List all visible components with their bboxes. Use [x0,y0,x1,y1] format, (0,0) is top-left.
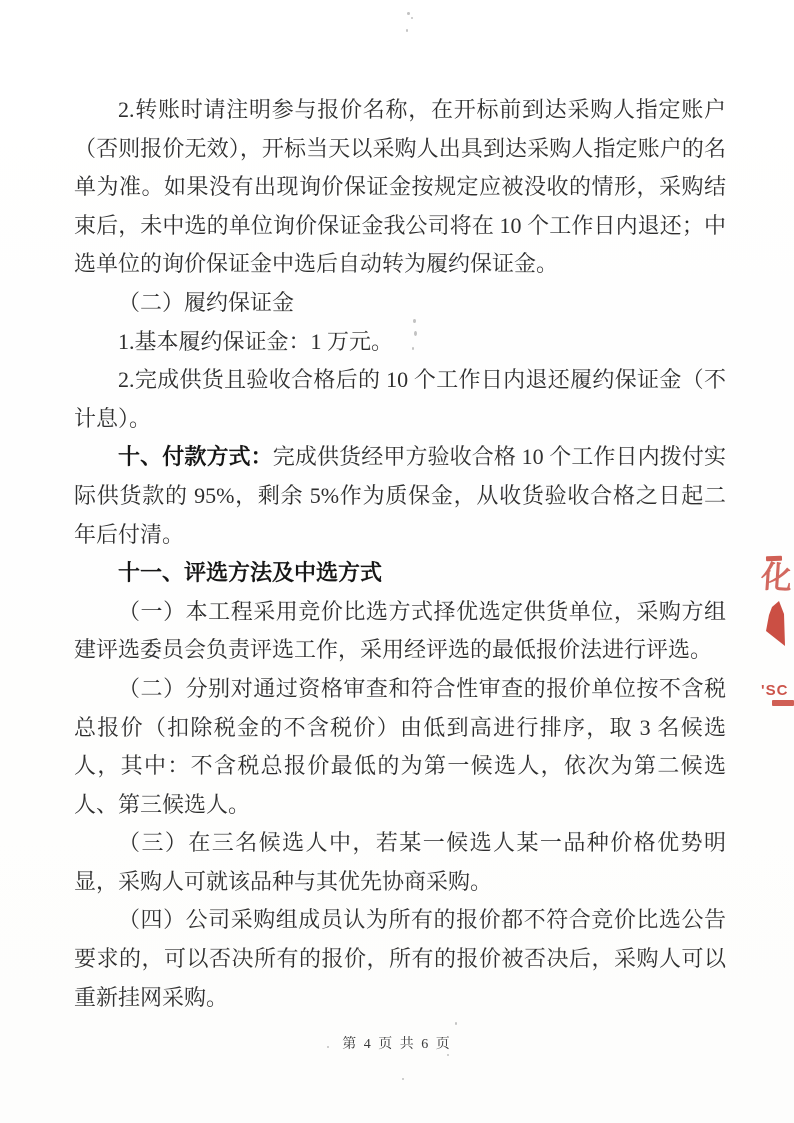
paragraph-basic-bond: 1.基本履约保证金：1 万元。 [118,328,394,354]
document-body [74,91,726,1017]
noise-speck [402,1078,404,1080]
paragraph-evaluation-method-4: （四）公司采购组成员认为所有的报价都不符合竞价比选公告要求的，可以否决所有的报价，所有的报价被否决后，采购人可以重新挂网采购。 [74,907,726,1010]
noise-speck [411,17,413,19]
payment-method-text: 完成供货经甲方验收合格 10 个工作日内拨付实际供货款的 95%，剩余 5%作为质保金，从收货验收合格之日起二年后付清。 [74,444,726,547]
noise-speck [414,331,417,336]
page-number: 第 4 页 共 6 页 [342,1037,452,1052]
paragraph-transfer-instructions: 2.转账时请注明参与报价名称，在开标前到达采购人指定账户（否则报价无效），开标当天以采购人出具到达采购人指定账户的名单为准。如果没有出现询价保证金按规定应被没收的情形，采购结束后，未中选的单位询价保证金我公司将在 10 个工作日内退还；中选单位的询价保证金中选后自动转为履约保证金。 [74,97,726,277]
paragraph-payment-terms [74,438,726,554]
stamp-letters-icon: 'SC [761,682,789,699]
paragraph-evaluation-method-3: （三）在三名候选人中，若某一候选人某一品种价格优势明显，采购人可就该品种与其优先协商采购。 [74,830,726,894]
stamp-bar-icon [772,700,794,706]
paragraph-evaluation-method-1: （一）本工程采用竞价比选方式择优选定供货单位，采购方组建评选委员会负责评选工作，采用经评选的最低报价法进行评选。 [74,598,726,663]
noise-speck [407,12,410,15]
noise-speck [447,1054,449,1056]
section-heading-evaluation: 十一、评选方法及中选方式 [118,560,383,586]
subheading-performance-bond: （二）履约保证金 [118,289,295,315]
stamp-pennant-shape [766,601,785,646]
noise-speck [413,319,416,323]
paragraph-bond-refund: 2.完成供货且验收合格后的 10 个工作日内退还履约保证金（不计息）。 [74,367,726,431]
stamp-pennant-icon [764,599,788,649]
payment-method-label: 十、付款方式： [118,444,273,470]
noise-speck [455,1022,457,1025]
paragraph-evaluation-method-2: （二）分别对通过资格审查和符合性审查的报价单位按不含税总报价（扣除税金的不含税价）由低到高进行排序，取 3 名候选人，其中：不含税总报价最低的为第一候选人，依次为第二候选人、第三候选人。 [74,675,726,817]
stamp-character-icon: 化 [759,558,794,597]
noise-speck [406,29,408,32]
noise-speck [327,1046,329,1048]
noise-speck [412,347,414,350]
